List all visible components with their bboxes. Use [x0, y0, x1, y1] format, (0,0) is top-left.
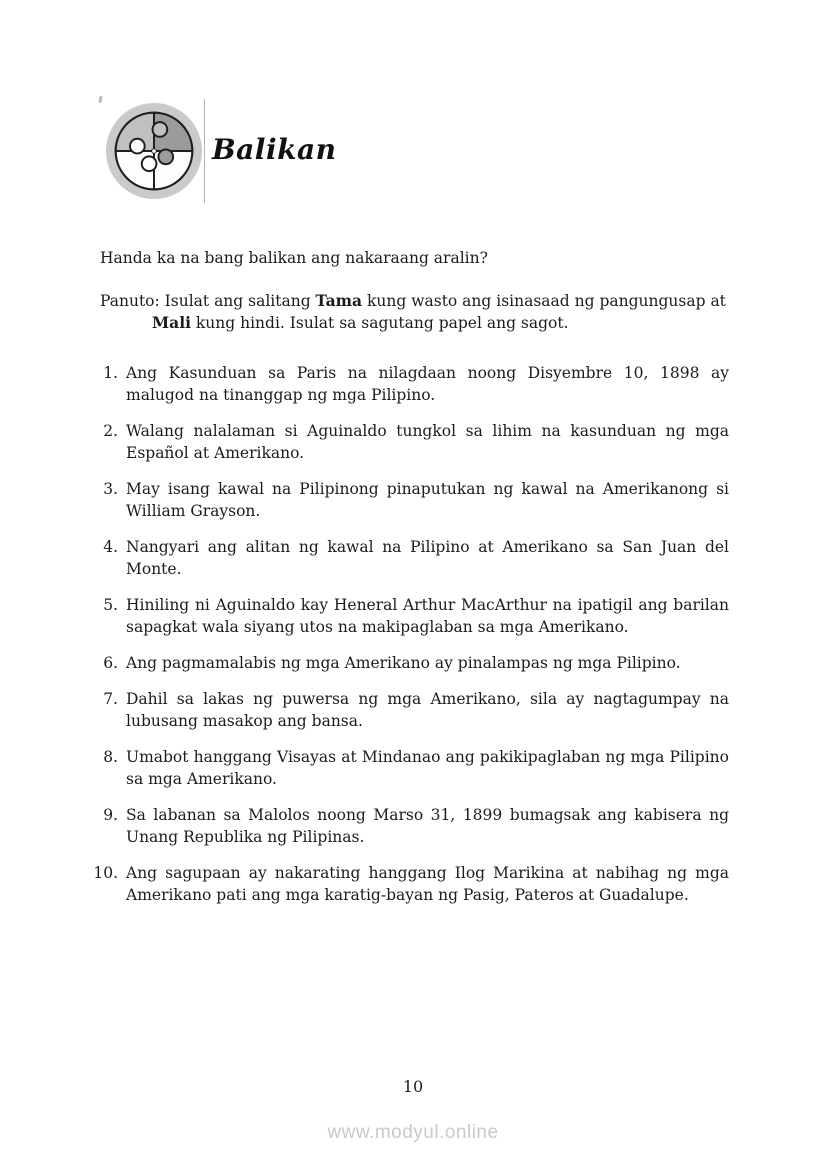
quiz-item [92, 478, 729, 522]
instructions-keyword-tama: Tama [315, 291, 363, 310]
quiz-item [92, 804, 729, 848]
section-header [105, 99, 336, 203]
instructions-suffix: kung hindi. Isulat sa sagutang papel ang sagot. [190, 314, 569, 332]
quiz-item [92, 594, 729, 638]
puzzle-logo-icon [105, 102, 203, 200]
site-watermark: www.modyul.online [327, 1122, 499, 1143]
quiz-item [92, 746, 729, 790]
quiz-item-text: May isang kawal na Pilipinong pinaputukan ng kawal na Amerikanong si William Grayson. [126, 480, 729, 520]
quiz-item-text: Nangyari ang alitan ng kawal na Pilipino at Amerikano sa San Juan del Monte. [126, 538, 729, 578]
quiz-item-text: Walang nalalaman si Aguinaldo tungkol sa lihim na kasunduan ng mga Español at Amerikano. [126, 422, 729, 462]
quiz-item-text: Umabot hanggang Visayas at Mindanao ang pakikipaglaban ng mga Pilipino sa mga Amerikano. [126, 748, 729, 788]
quiz-item-number: 5. [103, 596, 118, 614]
quiz-item-number: 1. [103, 364, 118, 382]
quiz-item-text: Ang pagmamalabis ng mga Amerikano ay pinalampas ng mga Pilipino. [126, 654, 681, 672]
instructions-middle: kung wasto ang isinasaad ng pangungusap at [362, 292, 726, 310]
quiz-item-number: 10. [93, 864, 118, 882]
quiz-item-number: 2. [103, 422, 118, 440]
instructions-prefix: Panuto: Isulat ang salitang [100, 292, 316, 310]
quiz-item [92, 420, 729, 464]
intro-question: Handa ka na bang balikan ang nakaraang aralin? [100, 249, 488, 267]
quiz-item [92, 862, 729, 906]
section-title: Balikan [212, 132, 337, 166]
quiz-item-number: 4. [103, 538, 118, 556]
quiz-item-number: 7. [103, 690, 118, 708]
quiz-item [92, 536, 729, 580]
header-divider [204, 99, 205, 203]
quiz-item-text: Hiniling ni Aguinaldo kay Heneral Arthur MacArthur na ipatigil ang barilan sapagkat wala siyang utos na makipaglaban sa mga Amerikano. [126, 596, 729, 636]
scan-artifact [98, 96, 102, 103]
instructions-keyword-mali: Mali [152, 313, 191, 332]
quiz-item-text: Sa labanan sa Malolos noong Marso 31, 1899 bumagsak ang kabisera ng Unang Republika ng Pilipinas. [126, 806, 729, 846]
instructions-text [100, 290, 729, 334]
quiz-list [92, 362, 729, 906]
quiz-item-text: Ang Kasunduan sa Paris na nilagdaan noong Disyembre 10, 1898 ay malugod na tinanggap ng mga Pilipino. [126, 364, 729, 404]
quiz-item-text: Dahil sa lakas ng puwersa ng mga Amerikano, sila ay nagtagumpay na lubusang masakop ang bansa. [126, 690, 729, 730]
worksheet-content [93, 247, 729, 920]
quiz-item [92, 688, 729, 732]
quiz-item-text: Ang sagupaan ay nakarating hanggang Ilog Marikina at nabihag ng mga Amerikano pati ang mga karatig-bayan ng Pasig, Pateros at Guadalupe. [126, 864, 729, 904]
quiz-item-number: 8. [103, 748, 118, 766]
page-number: 10 [402, 1077, 424, 1096]
quiz-item-number: 9. [103, 806, 118, 824]
quiz-item-number: 6. [103, 654, 118, 672]
quiz-item-number: 3. [103, 480, 118, 498]
quiz-item [92, 362, 729, 406]
quiz-item [92, 652, 729, 674]
